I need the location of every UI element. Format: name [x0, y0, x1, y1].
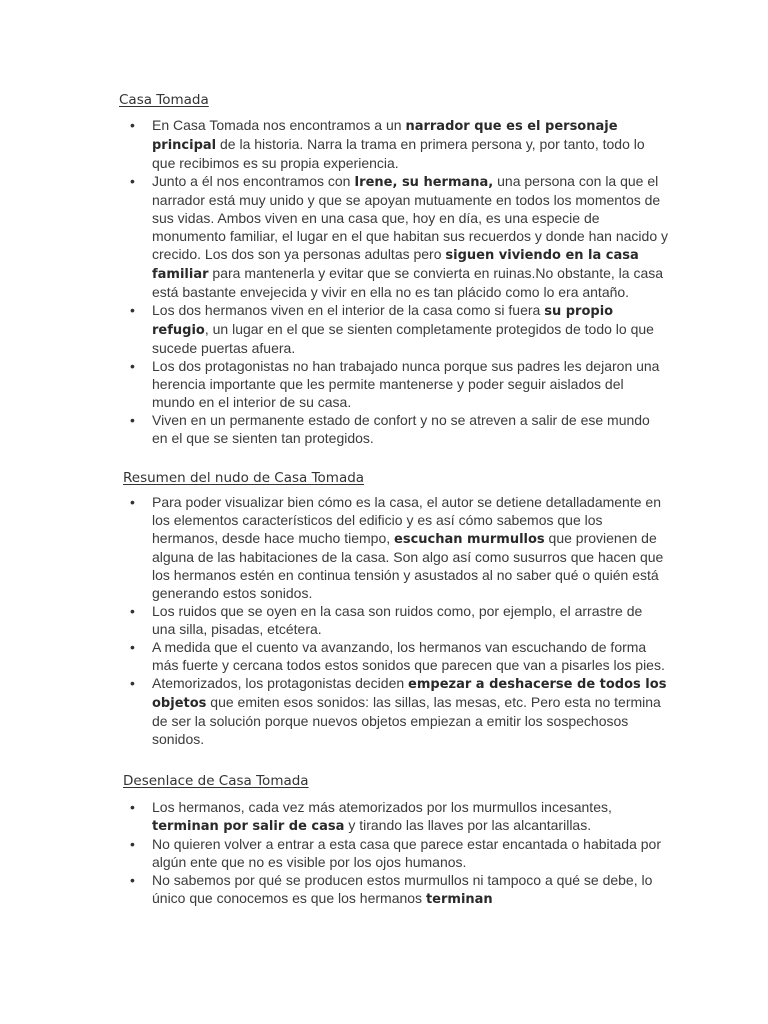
- list-item: • Junto a él nos encontramos con Irene, su hermana, una persona con la que el narrador está muy unido y que se apoyan mutuamente en todos los momentos de sus vidas. Ambos viven en una casa que, hoy en día, es una especie de monumento familiar, el lugar en el que habitan sus recuerdos y donde han nacido y crecido. Los dos son ya personas adultas pero siguen viviendo en la casa familiar para mantenerla y evitar que se convierta en ruinas.No obstante, la casa está bastante envejecida y vivir en ella no es tan plácido como lo era antaño.: [152, 173, 668, 301]
- section-title: Casa Tomada: [119, 92, 209, 108]
- list-item: • A medida que el cuento va avanzando, los hermanos van escuchando de forma más fuerte y cercana todos estos sonidos que parecen que van a pisarles los pies.: [152, 639, 668, 675]
- section-title: Desenlace de Casa Tomada: [123, 773, 309, 789]
- list-item: • Los dos protagonistas no han trabajado nunca porque sus padres les dejaron una herencia importante que les permite mantenerse y poder seguir aislados del mundo en el interior de su casa.: [152, 358, 668, 412]
- list-item: • En Casa Tomada nos encontramos a un narrador que es el personaje principal de la historia. Narra la trama en primera persona y, por tanto, todo lo que recibimos es su propia experiencia.: [152, 117, 668, 173]
- list-item: • Los ruidos que se oyen en la casa son ruidos como, por ejemplo, el arrastre de una silla, pisadas, etcétera.: [152, 603, 668, 639]
- bullet-list: [152, 494, 668, 749]
- list-item: • Los dos hermanos viven en el interior de la casa como si fuera su propio refugio, un lugar en el que se sienten completamente protegidos de todo lo que sucede puertas afuera.: [152, 302, 668, 358]
- list-item: • No sabemos por qué se producen estos murmullos ni tampoco a qué se debe, lo único que conocemos es que los hermanos terminan: [152, 872, 668, 909]
- list-item: • Los hermanos, cada vez más atemorizados por los murmullos incesantes, terminan por salir de casa y tirando las llaves por las alcantarillas.: [152, 799, 668, 836]
- list-item: • Viven en un permanente estado de confort y no se atreven a salir de ese mundo en el que se sienten tan protegidos.: [152, 412, 668, 448]
- bullet-list: [152, 799, 668, 910]
- list-item: • Para poder visualizar bien cómo es la casa, el autor se detiene detalladamente en los elementos característicos del edificio y es así cómo sabemos que los hermanos, desde hace mucho tiempo, escuchan murmullos que provienen de alguna de las habitaciones de la casa. Son algo así como susurros que hacen que los hermanos estén en continua tensión y asustados al no saber qué o quién está generando estos sonidos.: [152, 494, 668, 602]
- bullet-list: [152, 117, 668, 448]
- list-item: • Atemorizados, los protagonistas deciden empezar a deshacerse de todos los objetos que emiten esos sonidos: las sillas, las mesas, etc. Pero esta no termina de ser la solución porque nuevos objetos empiezan a emitir los sospechosos sonidos.: [152, 675, 668, 749]
- section-title: Resumen del nudo de Casa Tomada: [123, 470, 365, 486]
- list-item: • No quieren volver a entrar a esta casa que parece estar encantada o habitada por algún ente que no es visible por los ojos humanos.: [152, 836, 668, 872]
